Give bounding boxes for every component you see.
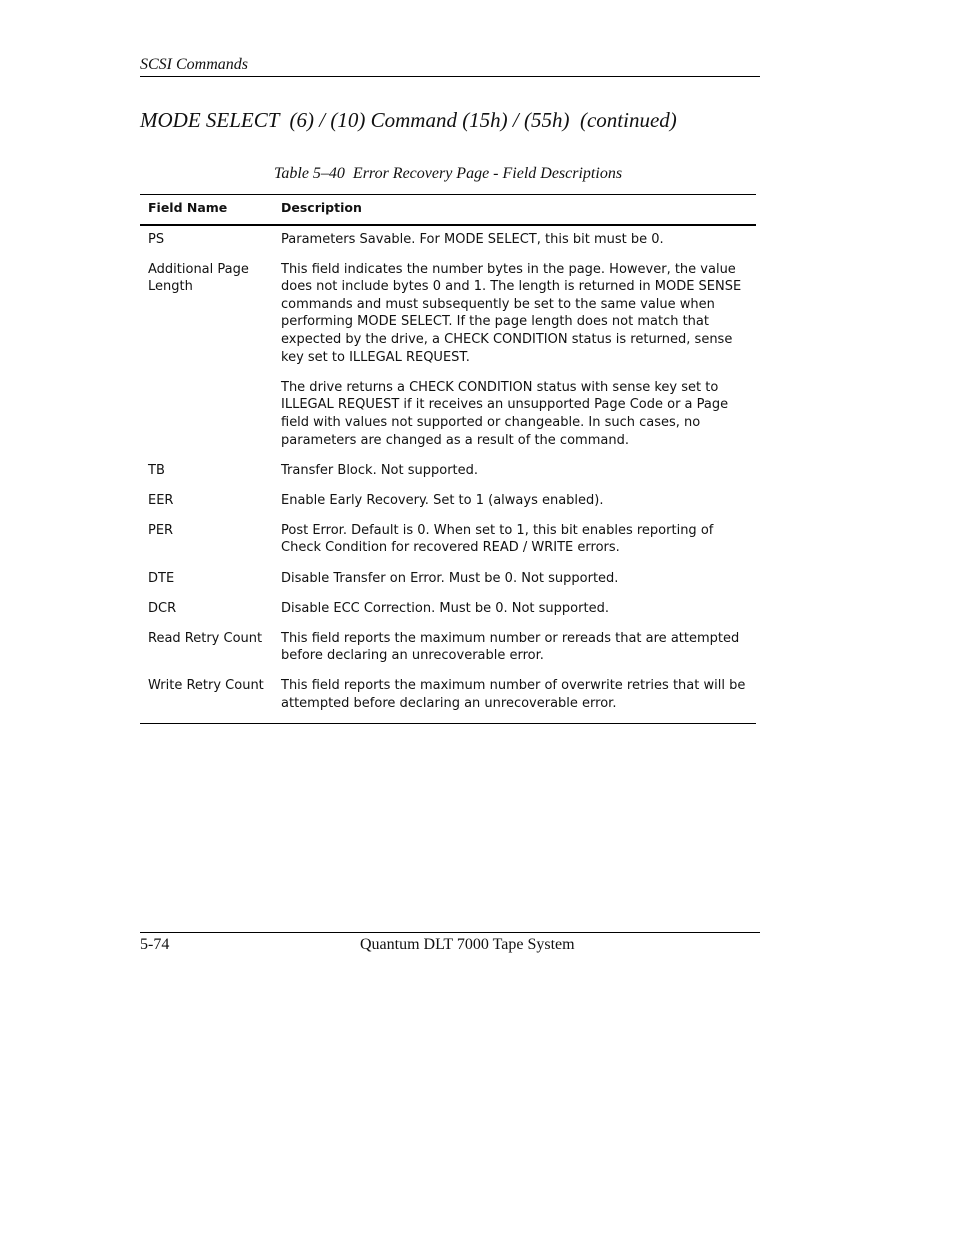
description-text: Disable Transfer on Error. Must be 0. Not supported. [281,570,619,586]
column-header-description: Description [281,195,756,225]
field-name: PS [148,231,165,247]
field-name: Read Retry Count [148,630,263,646]
field-name: TB [148,462,165,478]
table-row [140,630,756,678]
table-caption: Table 5–40 Error Recovery Page - Field Descriptions [273,165,623,182]
table-row [140,462,756,492]
field-description [281,570,756,600]
table-row [140,677,756,723]
page-number: 5-74 [140,936,170,953]
field-name: EER [148,492,174,508]
field-description [281,492,756,522]
field-name: Additional Page Length [148,261,249,295]
table-row [140,261,756,462]
document-title: Quantum DLT 7000 Tape System [360,936,575,953]
description-text: Enable Early Recovery. Set to 1 (always enabled). [281,492,604,508]
table-row [140,522,756,570]
table-row [140,225,756,261]
field-name: Write Retry Count [140,677,281,723]
field-description [281,677,756,723]
description-text: Transfer Block. Not supported. [281,462,479,478]
description-text: This field reports the maximum number or rereads that are attempted before declaring an unrecoverable error. [281,630,740,664]
description-text: Disable ECC Correction. Must be 0. Not supported. [281,600,609,616]
field-name: DTE [148,570,175,586]
table-row [140,492,756,522]
field-description [281,600,756,630]
running-header: SCSI Commands [140,56,760,77]
column-header-field-name: Field Name [140,195,281,225]
field-name: PER [148,522,174,538]
field-description [281,522,756,570]
field-description [281,630,756,678]
field-description-table [140,194,756,724]
field-description [281,261,756,462]
table-row [140,570,756,600]
running-footer [140,932,760,957]
field-name: DCR [148,600,177,616]
description-text: Post Error. Default is 0. When set to 1, this bit enables reporting of Check Condition for recovered READ / WRITE errors. [281,522,714,556]
table-header-row [140,195,756,225]
field-description [281,225,756,261]
table-row [140,600,756,630]
description-text: This field reports the maximum number of overwrite retries that will be attempted before declaring an unrecoverable error. [281,678,746,711]
field-description [281,462,756,492]
description-text: Parameters Savable. For MODE SELECT, this bit must be 0. [281,231,664,247]
description-text: The drive returns a CHECK CONDITION status with sense key set to ILLEGAL REQUEST if it receives an unsupported Page Code or a Page field with values not supported or changeable. In such cases, no parameters are changed as a result of the command. [281,379,729,448]
section-title: MODE SELECT (6) / (10) Command (15h) / (55h) (continued) [140,108,677,132]
description-text: This field indicates the number bytes in the page. However, the value does not include bytes 0 and 1. The length is returned in MODE SENSE commands and must subsequently be set to the same value when performing MODE SELECT. If the page length does not match that expected by the drive, a CHECK CONDITION status is returned, sense key set to ILLEGAL REQUEST. [281,261,742,365]
